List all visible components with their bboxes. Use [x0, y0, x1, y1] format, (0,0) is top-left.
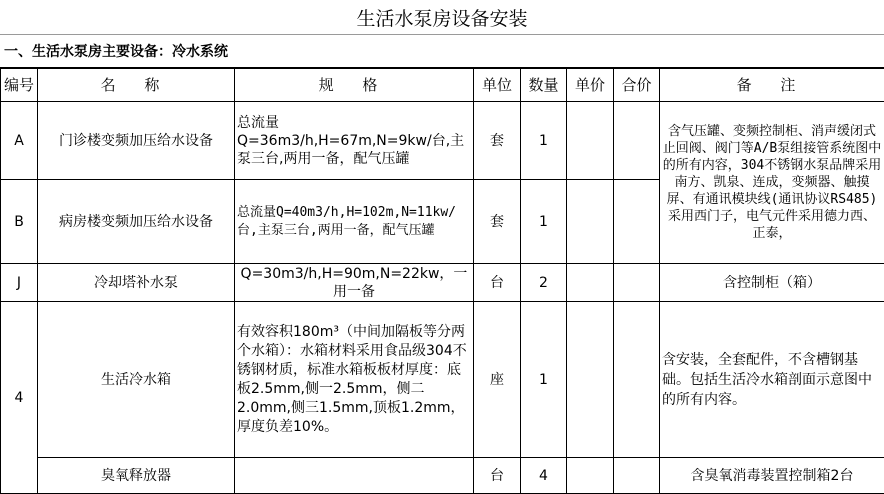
cell-spec: Q=30m3/h,H=90m,N=22kw，一用一备: [235, 264, 474, 302]
cell-remark-shared: 含气压罐、变频控制柜、消声缓闭式止回阀、阀门等A/B泵组接管系统图中的所有内容，304不锈钢水泵品牌采用南方、凯泉、连成，变频器、触摸屏、有通讯模块线(通讯协议RS485)采用西门子，电气元件采用德力西、正泰，: [660, 102, 884, 264]
cell-unit: 套: [474, 102, 521, 180]
cell-unit: 套: [474, 180, 521, 264]
cell-spec: [235, 458, 474, 494]
cell-qty: 1: [521, 180, 567, 264]
header-qty: 数量: [521, 69, 567, 102]
cell-unit: 台: [474, 264, 521, 302]
cell-no: B: [1, 180, 38, 264]
cell-qty: 2: [521, 264, 567, 302]
table-row: [1, 102, 884, 180]
header-no: 编号: [1, 69, 38, 102]
cell-remark: 含安装，全套配件，不含槽钢基础。包括生活冷水箱剖面示意图中的所有内容。: [660, 302, 884, 458]
cell-total: [614, 458, 660, 494]
cell-no: 4: [1, 302, 38, 494]
cell-unit: 台: [474, 458, 521, 494]
cell-price: [567, 458, 614, 494]
cell-qty: 1: [521, 302, 567, 458]
header-spec: 规 格: [235, 69, 474, 102]
cell-total: [614, 102, 660, 180]
header-price: 单价: [567, 69, 614, 102]
equipment-table: [0, 68, 884, 494]
cell-total: [614, 302, 660, 458]
header-unit: 单位: [474, 69, 521, 102]
cell-total: [614, 180, 660, 264]
cell-total: [614, 264, 660, 302]
cell-spec: 有效容积180m³（中间加隔板等分两个水箱）：水箱材料采用食品级304不锈钢材质，标准水箱板板材厚度：底板2.5mm,侧一2.5mm，侧二2.0mm,侧三1.5mm,顶板1.2mm，厚度负差10%。: [235, 302, 474, 458]
cell-no: A: [1, 102, 38, 180]
section-heading: 一、生活水泵房主要设备：冷水系统: [0, 34, 884, 68]
cell-price: [567, 302, 614, 458]
cell-name: 生活冷水箱: [38, 302, 235, 458]
header-row: [1, 69, 884, 102]
cell-spec: 总流量Q=36m3/h,H=67m,N=9kw/台,主泵三台,两用一备，配气压罐: [235, 102, 474, 180]
table-row: [1, 302, 884, 458]
table-row: [1, 264, 884, 302]
cell-qty: 4: [521, 458, 567, 494]
header-remark: 备 注: [660, 69, 884, 102]
cell-price: [567, 180, 614, 264]
cell-name: 冷却塔补水泵: [38, 264, 235, 302]
header-total: 合价: [614, 69, 660, 102]
cell-spec: 总流量Q=40m3/h,H=102m,N=11kw/台,主泵三台,两用一备，配气压罐: [235, 180, 474, 264]
cell-price: [567, 102, 614, 180]
cell-name: 门诊楼变频加压给水设备: [38, 102, 235, 180]
header-name: 名 称: [38, 69, 235, 102]
cell-qty: 1: [521, 102, 567, 180]
cell-unit: 座: [474, 302, 521, 458]
sheet-title: 生活水泵房设备安装: [0, 0, 884, 35]
cell-remark: 含臭氧消毒装置控制箱2台: [660, 458, 884, 494]
cell-name: 病房楼变频加压给水设备: [38, 180, 235, 264]
cell-price: [567, 264, 614, 302]
cell-remark: 含控制柜（箱）: [660, 264, 884, 302]
table-row: [1, 458, 884, 494]
cell-no: J: [1, 264, 38, 302]
cell-name: 臭氧释放器: [38, 458, 235, 494]
